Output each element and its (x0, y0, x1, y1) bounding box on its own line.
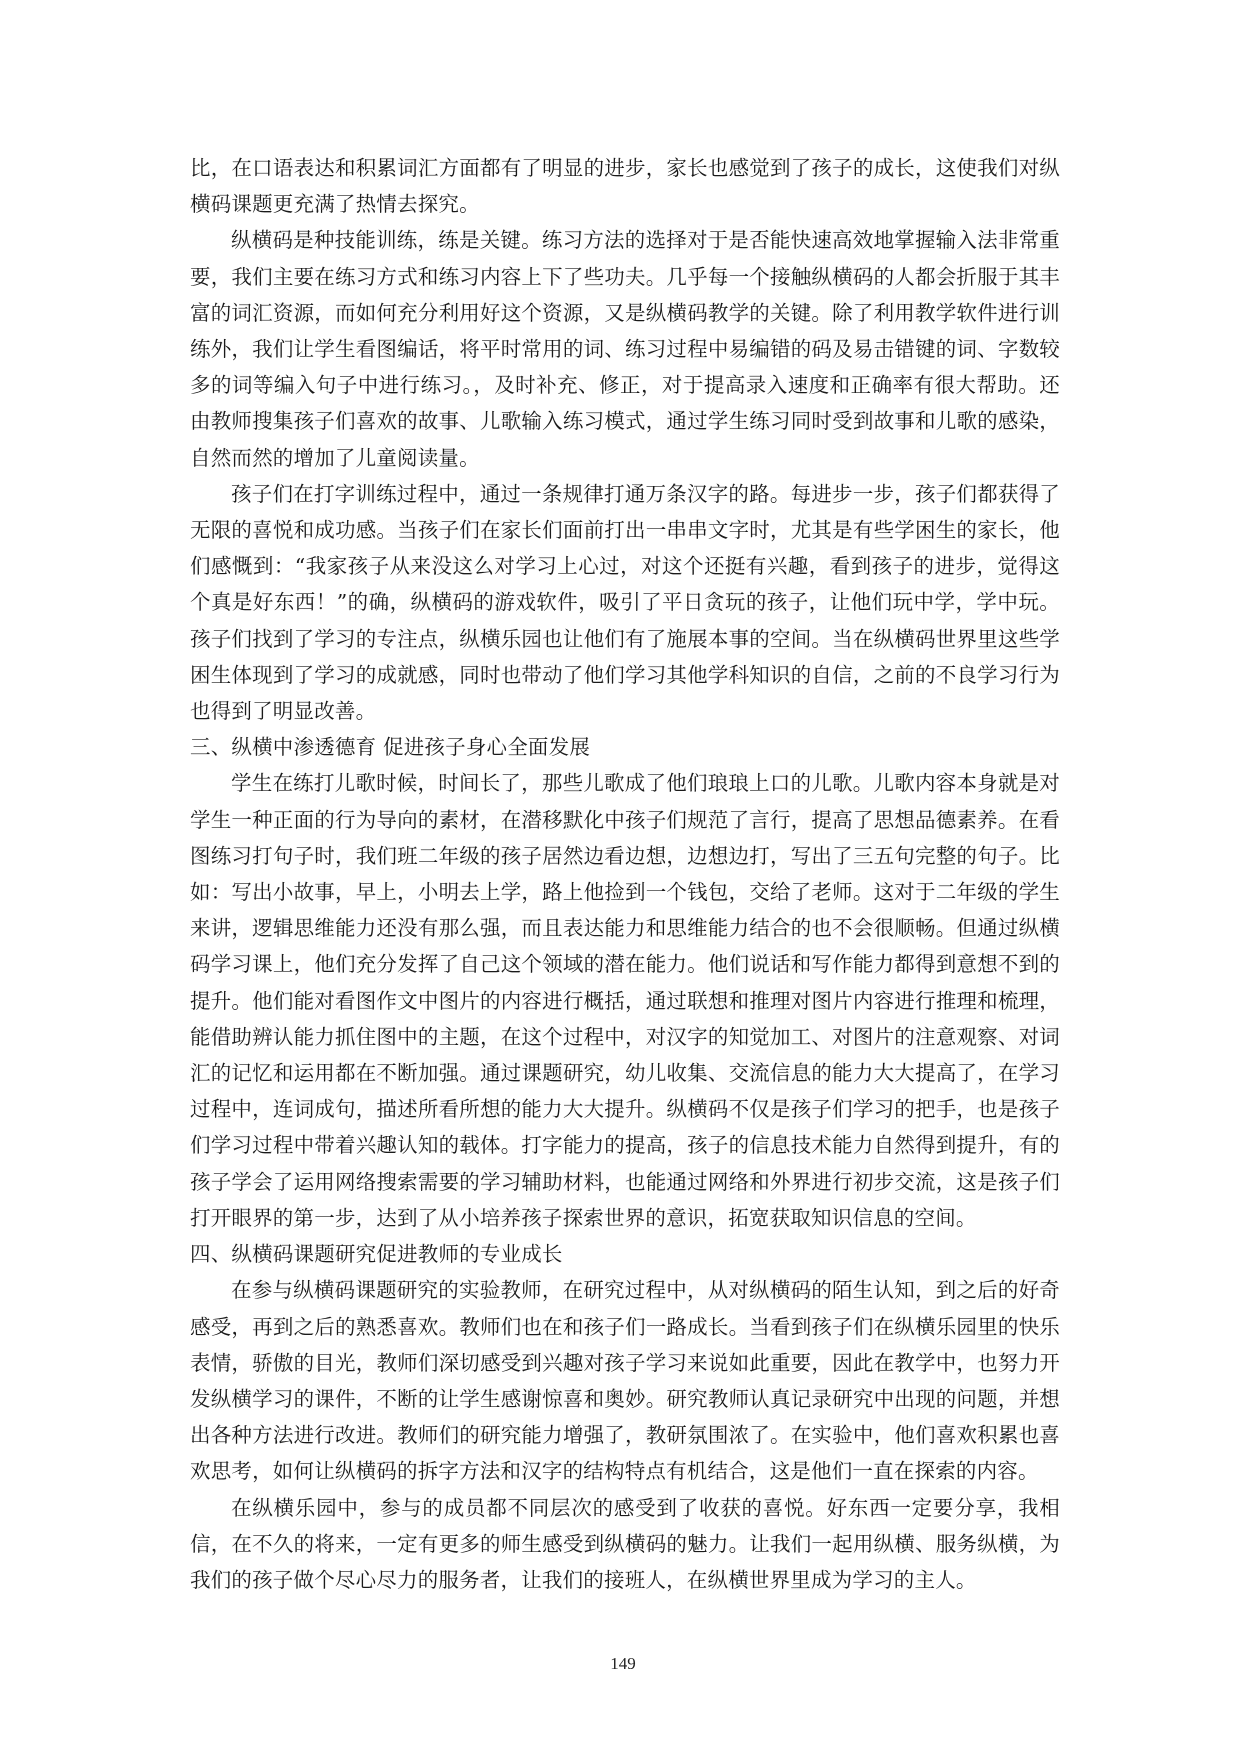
paragraph-5: 在参与纵横码课题研究的实验教师，在研究过程中，从对纵横码的陌生认知，到之后的好奇感受，再到之后的熟悉喜欢。教师们也在和孩子们一路成长。当看到孩子们在纵横乐园里的快乐表情，骄傲的目光，教师们深切感受到兴趣对孩子学习来说如此重要，因此在教学中，也努力开发纵横学习的课件，不断的让学生感谢惊喜和奥妙。研究教师认真记录研究中出现的问题，并想出各种方法进行改进。教师们的研究能力增强了，教研氛围浓了。在实验中，他们喜欢积累也喜欢思考，如何让纵横码的拆字方法和汉字的结构特点有机结合，这是他们一直在探索的内容。 (190, 1278, 1060, 1484)
section-heading-3: 三、纵横中渗透德育 促进孩子身心全面发展 (190, 735, 591, 760)
paragraph-4: 学生在练打儿歌时候，时间长了，那些儿歌成了他们琅琅上口的儿歌。儿歌内容本身就是对学生一种正面的行为导向的素材，在潜移默化中孩子们规范了言行，提高了思想品德素养。在看图练习打句子时，我们班二年级的孩子居然边看边想，边想边打，写出了三五句完整的句子。比如：写出小故事，早上，小明去上学，路上他捡到一个钱包，交给了老师。这对于二年级的学生来讲，逻辑思维能力还没有那么强，而且表达能力和思维能力结合的也不会很顺畅。但通过纵横码学习课上，他们充分发挥了自己这个领域的潜在能力。他们说话和写作能力都得到意想不到的提升。他们能对看图作文中图片的内容进行概括，通过联想和推理对图片内容进行推理和梳理，能借助辨认能力抓住图中的主题，在这个过程中，对汉字的知觉加工、对图片的注意观察、对词汇的记忆和运用都在不断加强。通过课题研究，幼儿收集、交流信息的能力大大提高了，在学习过程中，连词成句，描述所看所想的能力大大提升。纵横码不仅是孩子们学习的把手，也是孩子们学习过程中带着兴趣认知的载体。打字能力的提高，孩子的信息技术能力自然得到提升，有的孩子学会了运用网络搜索需要的学习辅助材料，也能通过网络和外界进行初步交流，这是孩子们打开眼界的第一步，达到了从小培养孩子探索世界的意识，拓宽获取知识信息的空间。 (190, 771, 1060, 1230)
paragraph-1: 比，在口语表达和积累词汇方面都有了明显的进步，家长也感觉到了孩子的成长，这使我们对纵横码课题更充满了热情去探究。 (190, 156, 1060, 217)
section-heading-4: 四、纵横码课题研究促进教师的专业成长 (190, 1242, 563, 1267)
paragraph-3: 孩子们在打字训练过程中，通过一条规律打通万条汉字的路。每进步一步，孩子们都获得了无限的喜悦和成功感。当孩子们在家长们面前打出一串串文字时，尤其是有些学困生的家长，他们感慨到：“我家孩子从来没这么对学习上心过，对这个还挺有兴趣，看到孩子的进步，觉得这个真是好东西！”的确，纵横码的游戏软件，吸引了平日贪玩的孩子，让他们玩中学，学中玩。孩子们找到了学习的专注点，纵横乐园也让他们有了施展本事的空间。当在纵横码世界里这些学困生体现到了学习的成就感，同时也带动了他们学习其他学科知识的自信，之前的不良学习行为也得到了明显改善。 (190, 481, 1060, 724)
paragraph-2: 纵横码是种技能训练，练是关键。练习方法的选择对于是否能快速高效地掌握输入法非常重要，我们主要在练习方式和练习内容上下了些功夫。几乎每一个接触纵横码的人都会折服于其丰富的词汇资源，而如何充分利用好这个资源，又是纵横码教学的关键。除了利用教学软件进行训练外，我们让学生看图编话，将平时常用的词、练习过程中易编错的码及易击错键的词、字数较多的词等编入句子中进行练习。，及时补充、修正，对于提高录入速度和正确率有很大帮助。还由教师搜集孩子们喜欢的故事、儿歌输入练习模式，通过学生练习同时受到故事和儿歌的感染，自然而然的增加了儿童阅读量。 (190, 228, 1060, 470)
document-body (190, 150, 1060, 1598)
paragraph-6: 在纵横乐园中，参与的成员都不同层次的感受到了收获的喜悦。好东西一定要分享，我相信，在不久的将来，一定有更多的师生感受到纵横码的魅力。让我们一起用纵横、服务纵横，为我们的孩子做个尽心尽力的服务者，让我们的接班人，在纵横世界里成为学习的主人。 (190, 1495, 1060, 1592)
page-number: 149 (610, 1654, 636, 1673)
